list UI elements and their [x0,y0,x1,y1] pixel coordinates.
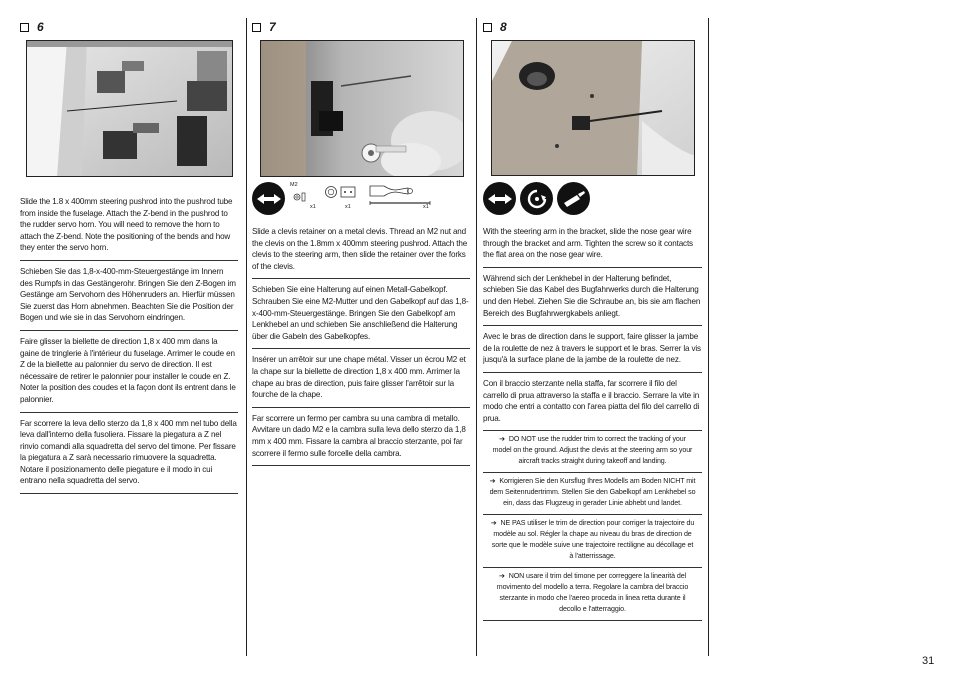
qty-label: x1 [423,204,429,210]
step-checkbox[interactable] [252,23,261,32]
step-number: 8 [500,20,507,34]
step-7-column [252,18,470,458]
instruction-de: Während sich der Lenkhebel in der Halterung befindet, schieben Sie das Kabel des Bugfahrwerks durch die Halterung und den Hebel. Ziehen Sie die Schraube an, bis sie am flachen Bereich des Bugfahrwergkabels anliegt. [483,268,702,326]
step-7-header [252,18,470,36]
note-text: DO NOT use the rudder trim to correct the tracking of your model on the ground. Adjust the clevis at the steering arm so your aircraft tracks straight during takeoff and landing. [492,435,693,466]
step-8-text [483,222,702,621]
step-number: 6 [37,20,44,34]
note-de [483,473,702,515]
step-number: 7 [269,20,276,34]
qty-label: x1 [310,204,316,210]
tool-icons [252,182,285,215]
instruction-it: Far scorrere la leva dello sterzo da 1,8 x 400 mm nel tubo della leva dall'interno della fusoliera. Fissare la piegatura a Z nel rinvio comandi alla squadretta del servo del timone. Per fissare la piegatura a Z sarà necessario rimuovere la squadretta. Notare il posizionamento delle piegature e il modo in cui entrano nella squadretta del servo. [20,413,238,495]
instruction-fr: Insérer un arrêtoir sur une chape métal. Visser un écrou M2 et la chape sur la biellette de direction 1,8 x 400 mm. Arrimer la chape au bras de direction, puis faire glisser l'arrêtoir sur la fourche de la chape. [252,349,470,407]
arrow-icon: ➔ [489,477,496,486]
step-checkbox[interactable] [20,23,29,32]
slide-icon [252,182,285,215]
step-7-photo [260,40,464,177]
note-it [483,568,702,621]
note-text: NON usare il trim del timone per correggere la linearità del movimento del modello a terra. Regolare la cambra del braccio sterzante in modo che l'aereo proceda in linea retta durante il decollo e l'atterraggio. [496,572,689,614]
instruction-it: Far scorrere un fermo per cambra su una cambra di metallo. Avvitare un dado M2 e la cambra sulla leva dello sterzo da 1,8 mm x 400 mm. Fissare la cambra al braccio sterzante, poi far scorrere il fermo sulle forcelle della cambra. [252,408,470,466]
step-6-header [20,18,238,36]
instruction-it: Con il braccio sterzante nella staffa, far scorrere il filo del carrello di prua attraverso la staffa e il braccio. Serrare la vite in modo che entri a contatto con l'area piatta del filo del carrello di prua. [483,373,702,431]
screwdriver-icon [557,182,590,215]
instruction-en: With the steering arm in the bracket, slide the nose gear wire through the bracket and arm. Tighten the screw so it contacts the flat area on the nose gear wire. [483,222,702,268]
step-6-column [20,18,238,486]
retainer-icon [324,184,360,204]
step-7-tools [252,182,470,216]
column-divider [246,18,247,656]
instruction-de: Schieben Sie das 1,8-x-400-mm-Steuergestänge im Innern des Rumpfs in das Gestängerohr. Bringen Sie den Z-Bogen im Gestänge am Servohorn des Höhenruders an. Hierfür müssen Sie zuerst das Horn abnehmen. Beachten Sie die Position der Bogen und wie sie in das Servohorn eindringen. [20,261,238,331]
step-8-column [483,18,702,614]
column-divider [708,18,709,656]
nut-icon [293,191,309,205]
step-8-photo [491,40,695,176]
parts-diagram [288,182,448,216]
note-text: NE PAS utiliser le trim de direction pour corriger la trajectoire du modèle au sol. Régler la chape au niveau du bras de direction de sorte que le modèle suive une trajectoire rectiligne au décollage et à l'atterrissage. [491,519,695,561]
note-fr [483,515,702,568]
tool-icons [483,182,590,215]
instruction-fr: Faire glisser la biellette de direction 1,8 x 400 mm dans la gaine de tringlerie à l'intérieur du fuselage. Arrimer le coude en Z de la biellette au palonnier du servo de direction. Il est nécessaire de retirer le palonnier pour installer le coude en Z. Noter la position des coudes et la façon dont ils entrent dans le palonnier. [20,331,238,413]
note-en [483,431,702,473]
page-number: 31 [922,655,935,667]
nut-label: M2 [290,182,298,188]
arrow-icon: ➔ [498,572,505,581]
slide-icon [483,182,516,215]
instruction-fr: Avec le bras de direction dans le support, faire glisser la jambe de la roulette de nez à travers le support et le bras. Serrer la vis jusqu'à la surface plane de la jambe de la roulette de nez. [483,326,702,373]
qty-label: x1 [345,204,351,210]
note-text: Korrigieren Sie den Kursflug Ihres Modells am Boden NICHT mit dem Seitenrudertrimm. Stellen Sie den Gabelkopf am Lenkhebel so ein, dass das Flugzeug in gerader Linie abhebt und landet. [489,477,696,508]
instruction-en: Slide the 1.8 x 400mm steering pushrod into the pushrod tube from inside the fuselage. Attach the Z-bend in the pushrod to the rudder servo horn. You will need to remove the horn to attach the Z-bend. Note the positioning of the bends and how they enter the servo horn. [20,192,238,261]
step-checkbox[interactable] [483,23,492,32]
column-divider [476,18,477,656]
step-8-tools [483,182,702,216]
step-6-photo [26,40,233,177]
tighten-icon [520,182,553,215]
instruction-de: Schieben Sie eine Halterung auf einen Metall-Gabelkopf. Schrauben Sie eine M2-Mutter und den Gabelkopf auf das 1,8-x-400-mm-Steuergestänge. Bringen Sie den Gabelkopf am Lenkhebel an und schieben Sie anschließend die Halterung über die Gabeln des Gabelkopfes. [252,279,470,349]
arrow-icon: ➔ [490,519,497,528]
step-8-header [483,18,702,36]
instruction-en: Slide a clevis retainer on a metal clevis. Thread an M2 nut and the clevis on the 1.8mm x 400mm steering pushrod. Attach the clevis to the steering arm, then slide the retainer over the forks of the clevis. [252,222,470,279]
step-7-text [252,222,470,466]
arrow-icon: ➔ [499,435,505,444]
step-6-text [20,192,238,494]
